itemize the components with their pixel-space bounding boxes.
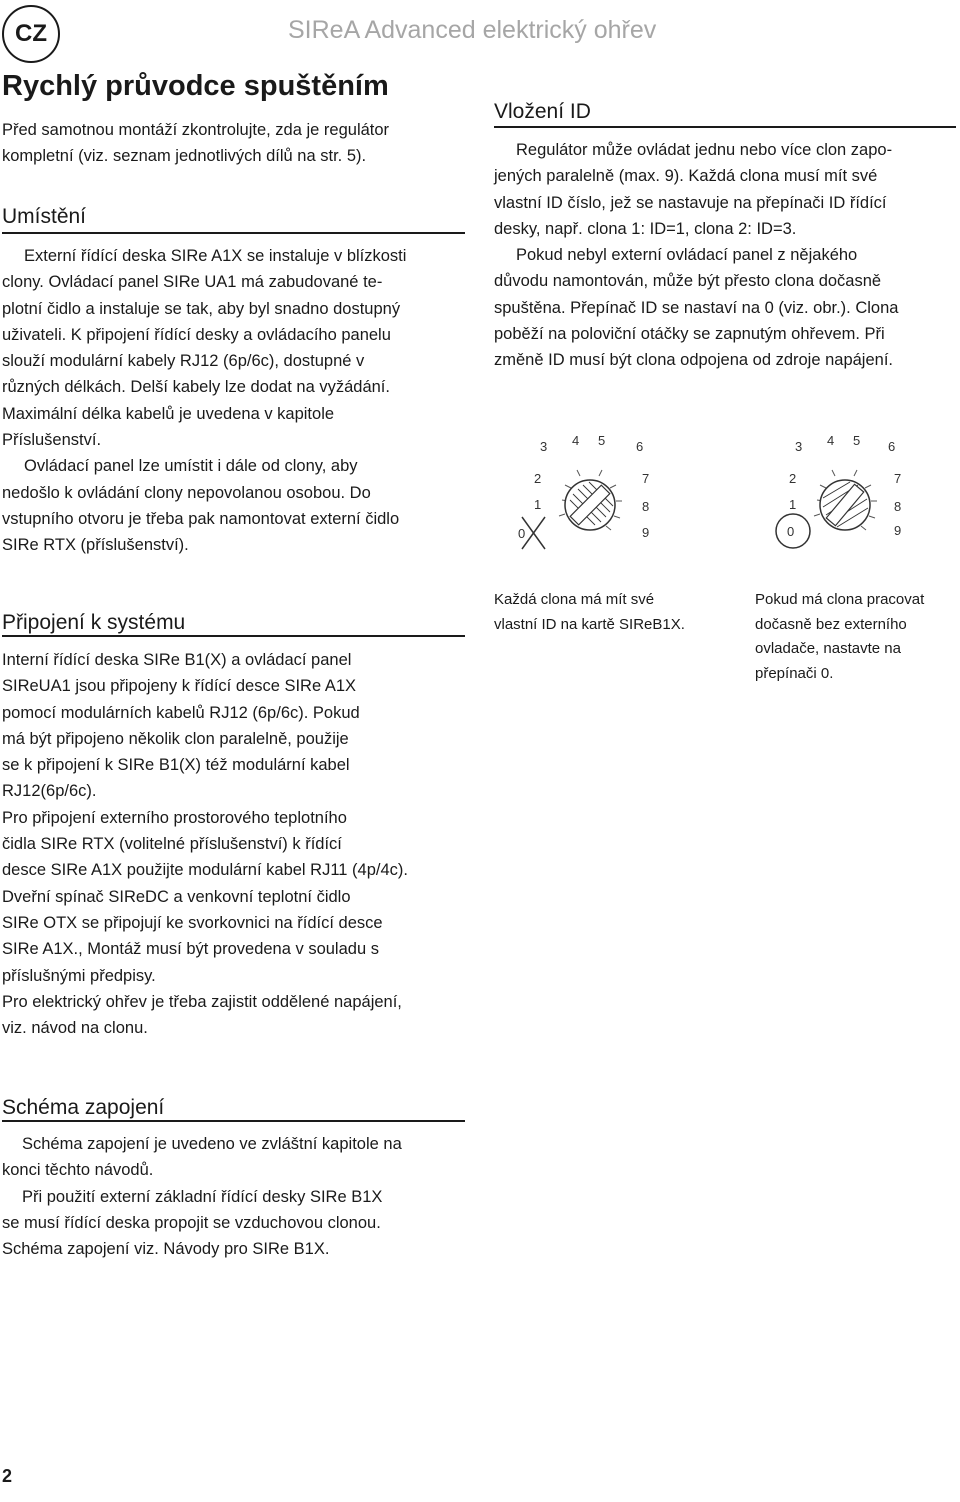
- paragraph-line: viz. návod na clonu.: [2, 1019, 148, 1038]
- document-title: SIReA Advanced elektrický ohřev: [288, 16, 657, 44]
- paragraph-line: Schéma zapojení je uvedeno ve zvláštní kapitole na: [22, 1135, 402, 1153]
- right-dial-caption: [755, 588, 924, 686]
- paragraph-line: jených paralelně (max. 9). Každá clona musí mít své: [494, 167, 878, 186]
- caption-line: dočasně bez externího: [755, 615, 907, 633]
- dial-digit-4: 4: [572, 433, 580, 448]
- section-body-umisteni: [2, 243, 406, 559]
- cross-mark-icon: [522, 517, 545, 549]
- paragraph-line: vstupního otvoru je třeba pak namontovat externí čidlo: [2, 509, 400, 528]
- intro-text: [2, 117, 389, 170]
- dial-digit-5: 5: [853, 433, 861, 448]
- section-body-pripojeni: [2, 647, 408, 1041]
- caption-line: přepínači 0.: [755, 664, 834, 682]
- paragraph-line: vlastní ID číslo, jež se nastavuje na přepínači ID řídící: [494, 193, 887, 212]
- section-divider: [494, 126, 956, 128]
- paragraph-line: SIRe OTX se připojují ke svorkovnici na řídící desce: [2, 913, 383, 932]
- dial-digit-6: 6: [636, 439, 644, 454]
- paragraph-line: Dveřní spínač SIReDC a venkovní teplotní čidlo: [2, 887, 351, 906]
- paragraph-line: se k připojení k SIRe B1(X) též modulární kabel: [2, 756, 350, 775]
- paragraph-line: Interní řídící deska SIRe B1(X) a ovládací panel: [2, 651, 352, 669]
- paragraph-line: uživateli. K připojení řídící desky a ovládacího panelu: [2, 325, 391, 344]
- paragraph-line: se musí řídící deska propojit se vzduchovou clonou.: [2, 1213, 381, 1232]
- paragraph-line: Ovládací panel lze umístit i dále od clony, aby: [24, 457, 358, 476]
- section-divider: [2, 232, 465, 234]
- dial-digit-7: 7: [642, 471, 650, 486]
- paragraph-line: pomocí modulárních kabelů RJ12 (6p/6c). Pokud: [2, 703, 360, 722]
- paragraph-line: spuštěna. Přepínač ID se nastaví na 0 (viz. obr.). Clona: [494, 298, 899, 317]
- paragraph-line: clony. Ovládací panel SIRe UA1 má zabudované te-: [2, 273, 383, 292]
- section-heading-umisteni: Umístění: [2, 205, 87, 228]
- section-body-vlozeni-id: [494, 137, 898, 374]
- dial-digit-8: 8: [894, 499, 902, 514]
- paragraph-line: Externí řídící deska SIRe A1X se instaluje v blízkosti: [24, 247, 407, 265]
- dial-digit-2: 2: [789, 471, 797, 486]
- dial-digit-3: 3: [540, 439, 548, 454]
- dial-digit-0: 0: [787, 524, 795, 539]
- page-title: Rychlý průvodce spuštěním: [2, 70, 389, 102]
- dial-digit-1: 1: [789, 497, 797, 512]
- intro-line: Před samotnou montáží zkontrolujte, zda je regulátor: [2, 121, 390, 139]
- paragraph-line: Pokud nebyl externí ovládací panel z nějakého: [516, 246, 858, 265]
- dial-digit-9: 9: [642, 525, 650, 540]
- section-divider: [2, 635, 465, 637]
- section-heading-pripojeni: Připojení k systému: [2, 611, 186, 634]
- dial-digit-7: 7: [894, 471, 902, 486]
- dial-digit-3: 3: [795, 439, 803, 454]
- paragraph-line: čidla SIRe RTX (volitelné příslušenství) k řídící: [2, 835, 342, 854]
- dial-digit-0: 0: [518, 526, 526, 541]
- page-number: 2: [2, 1466, 13, 1486]
- paragraph-line: poběží na poloviční otáčky se zapnutým ohřevem. Při: [494, 325, 885, 344]
- caption-line: vlastní ID na kartě SIReB1X.: [494, 615, 685, 633]
- paragraph-line: Při použití externí základní řídící desky SIRe B1X: [22, 1187, 383, 1206]
- rotary-switch-left-diagram: [500, 425, 690, 560]
- paragraph-line: konci těchto návodů.: [2, 1161, 154, 1180]
- caption-line: ovladače, nastavte na: [755, 640, 901, 657]
- paragraph-line: plotní čidlo a instaluje se tak, aby byl snadno dostupný: [2, 299, 401, 318]
- paragraph-line: slouží modulární kabely RJ12 (6p/6c), dostupné v: [2, 352, 365, 371]
- dial-digit-6: 6: [888, 439, 896, 454]
- paragraph-line: SIReUA1 jsou připojeny k řídící desce SIRe A1X: [2, 677, 357, 696]
- paragraph-line: Maximální délka kabelů je uvedena v kapitole: [2, 404, 335, 423]
- paragraph-line: RJ12(6p/6c).: [2, 782, 97, 801]
- paragraph-line: Pro elektrický ohřev je třeba zajistit oddělené napájení,: [2, 992, 402, 1011]
- left-dial-caption: [494, 588, 685, 637]
- paragraph-line: změně ID musí být clona odpojena od zdroje napájení.: [494, 351, 893, 370]
- dial-digit-1: 1: [534, 497, 542, 512]
- paragraph-line: Pro připojení externího prostorového teplotního: [2, 808, 347, 827]
- dial-digit-5: 5: [598, 433, 606, 448]
- language-badge: [2, 5, 60, 63]
- rotary-switch-right-diagram: [755, 425, 945, 560]
- paragraph-line: různých délkách. Delší kabely lze dodat na vyžádání.: [2, 378, 390, 397]
- paragraph-line: Regulátor může ovládat jednu nebo více clon zapo-: [516, 141, 893, 159]
- dial-digit-4: 4: [827, 433, 835, 448]
- paragraph-line: SIRe RTX (příslušenství).: [2, 536, 189, 555]
- paragraph-line: Příslušenství.: [2, 431, 102, 450]
- paragraph-line: Schéma zapojení viz. Návody pro SIRe B1X.: [2, 1240, 330, 1259]
- section-heading-schema: Schéma zapojení: [2, 1096, 165, 1119]
- caption-line: Každá clona má mít své: [494, 591, 655, 608]
- section-divider: [2, 1120, 465, 1122]
- section-body-schema: [2, 1131, 402, 1262]
- dial-digit-9: 9: [894, 523, 902, 538]
- paragraph-line: příslušnými předpisy.: [2, 966, 156, 985]
- paragraph-line: desce SIRe A1X použijte modulární kabel RJ11 (4p/4c).: [2, 861, 408, 880]
- dial-digit-2: 2: [534, 471, 542, 486]
- paragraph-line: nedošlo k ovládání clony nepovolanou osobou. Do: [2, 483, 371, 502]
- paragraph-line: důvodu namontován, může být přesto clona dočasně: [494, 272, 882, 291]
- paragraph-line: SIRe A1X., Montáž musí být provedena v souladu s: [2, 940, 379, 959]
- intro-line: kompletní (viz. seznam jednotlivých dílů na str. 5).: [2, 147, 367, 166]
- dial-digit-8: 8: [642, 499, 650, 514]
- language-badge-label: CZ: [15, 20, 47, 47]
- paragraph-line: desky, např. clona 1: ID=1, clona 2: ID=3.: [494, 219, 797, 238]
- paragraph-line: má být připojeno několik clon paralelně, použije: [2, 729, 349, 748]
- caption-line: Pokud má clona pracovat: [755, 591, 925, 608]
- section-heading-vlozeni-id: Vložení ID: [494, 100, 591, 123]
